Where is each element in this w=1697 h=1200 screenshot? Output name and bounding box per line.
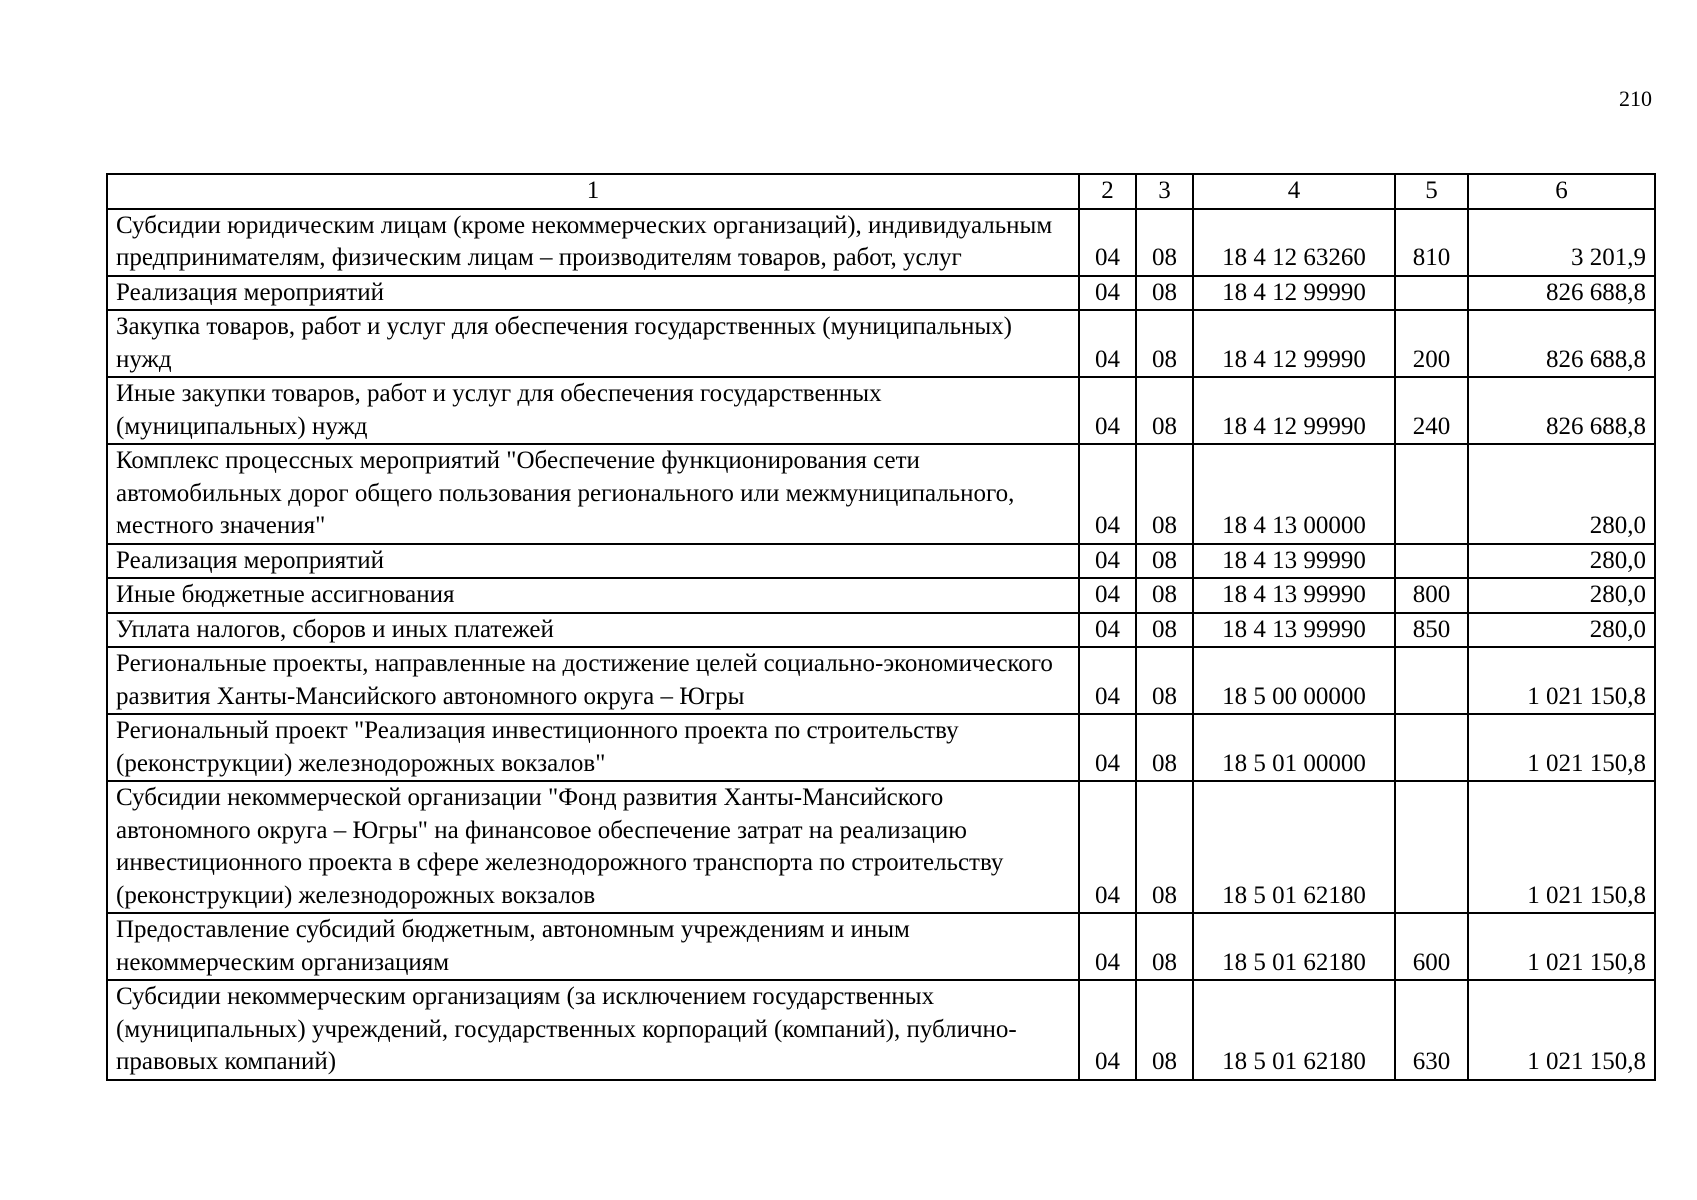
row-section-cell: 04 (1079, 913, 1136, 980)
budget-table (106, 173, 1656, 1081)
table-row (107, 276, 1655, 311)
column-header: 1 (107, 174, 1079, 209)
row-subsection-cell: 08 (1136, 444, 1193, 544)
row-group-cell: 200 (1395, 310, 1468, 377)
row-code-cell: 18 4 13 99990 (1193, 613, 1395, 648)
row-code-cell: 18 5 01 62180 (1193, 980, 1395, 1080)
row-group-cell: 850 (1395, 613, 1468, 648)
row-name-cell: Иные закупки товаров, работ и услуг для обеспечения государственных (муниципальных) нужд (107, 377, 1079, 444)
row-sum-cell: 1 021 150,8 (1468, 647, 1655, 714)
row-group-cell: 240 (1395, 377, 1468, 444)
row-group-cell: 800 (1395, 578, 1468, 613)
row-subsection-cell: 08 (1136, 209, 1193, 276)
table-row (107, 377, 1655, 444)
row-sum-cell: 1 021 150,8 (1468, 913, 1655, 980)
row-name-cell: Реализация мероприятий (107, 276, 1079, 311)
row-name-cell: Уплата налогов, сборов и иных платежей (107, 613, 1079, 648)
row-section-cell: 04 (1079, 647, 1136, 714)
row-subsection-cell: 08 (1136, 310, 1193, 377)
row-subsection-cell: 08 (1136, 544, 1193, 579)
column-header: 6 (1468, 174, 1655, 209)
row-group-cell (1395, 276, 1468, 311)
row-subsection-cell: 08 (1136, 781, 1193, 913)
row-subsection-cell: 08 (1136, 613, 1193, 648)
row-code-cell: 18 4 12 99990 (1193, 310, 1395, 377)
row-section-cell: 04 (1079, 444, 1136, 544)
row-code-cell: 18 4 13 00000 (1193, 444, 1395, 544)
column-header: 3 (1136, 174, 1193, 209)
row-sum-cell: 1 021 150,8 (1468, 714, 1655, 781)
table-row (107, 444, 1655, 544)
table-row (107, 913, 1655, 980)
row-sum-cell: 826 688,8 (1468, 276, 1655, 311)
row-name-cell: Реализация мероприятий (107, 544, 1079, 579)
row-code-cell: 18 4 13 99990 (1193, 544, 1395, 579)
row-subsection-cell: 08 (1136, 377, 1193, 444)
row-name-cell: Предоставление субсидий бюджетным, автономным учреждениям и иным некоммерческим организациям (107, 913, 1079, 980)
row-section-cell: 04 (1079, 980, 1136, 1080)
row-group-cell (1395, 781, 1468, 913)
table-row (107, 714, 1655, 781)
row-sum-cell: 280,0 (1468, 444, 1655, 544)
row-subsection-cell: 08 (1136, 647, 1193, 714)
row-code-cell: 18 4 12 99990 (1193, 377, 1395, 444)
row-group-cell (1395, 647, 1468, 714)
table-row (107, 544, 1655, 579)
row-name-cell: Региональный проект "Реализация инвестиционного проекта по строительству (реконструкции) железнодорожных вокзалов" (107, 714, 1079, 781)
row-section-cell: 04 (1079, 578, 1136, 613)
row-sum-cell: 280,0 (1468, 544, 1655, 579)
column-header: 4 (1193, 174, 1395, 209)
row-group-cell: 810 (1395, 209, 1468, 276)
row-subsection-cell: 08 (1136, 913, 1193, 980)
row-section-cell: 04 (1079, 714, 1136, 781)
row-sum-cell: 826 688,8 (1468, 377, 1655, 444)
row-code-cell: 18 5 01 62180 (1193, 913, 1395, 980)
row-sum-cell: 1 021 150,8 (1468, 781, 1655, 913)
row-name-cell: Закупка товаров, работ и услуг для обеспечения государственных (муниципальных) нужд (107, 310, 1079, 377)
page-number: 210 (1619, 86, 1652, 111)
row-name-cell: Субсидии юридическим лицам (кроме некоммерческих организаций), индивидуальным предпринимателям, физическим лицам – производителям товаров, работ, услуг (107, 209, 1079, 276)
row-section-cell: 04 (1079, 276, 1136, 311)
row-name-cell: Субсидии некоммерческой организации "Фонд развития Ханты-Мансийского автономного округа – Югры" на финансовое обеспечение затрат на реализацию инвестиционного проекта в сфере железнодорожного транспорта по строительству (реконструкции) железнодорожных вокзалов (107, 781, 1079, 913)
row-section-cell: 04 (1079, 209, 1136, 276)
row-name-cell: Региональные проекты, направленные на достижение целей социально-экономического развития Ханты-Мансийского автономного округа – Югры (107, 647, 1079, 714)
row-name-cell: Комплекс процессных мероприятий "Обеспечение функционирования сети автомобильных дорог общего пользования регионального или межмуниципального, местного значения" (107, 444, 1079, 544)
row-sum-cell: 1 021 150,8 (1468, 980, 1655, 1080)
row-subsection-cell: 08 (1136, 578, 1193, 613)
row-group-cell: 630 (1395, 980, 1468, 1080)
row-section-cell: 04 (1079, 613, 1136, 648)
row-group-cell: 600 (1395, 913, 1468, 980)
table-row (107, 578, 1655, 613)
row-subsection-cell: 08 (1136, 980, 1193, 1080)
row-code-cell: 18 4 12 63260 (1193, 209, 1395, 276)
row-section-cell: 04 (1079, 310, 1136, 377)
row-subsection-cell: 08 (1136, 714, 1193, 781)
table-row (107, 647, 1655, 714)
row-section-cell: 04 (1079, 544, 1136, 579)
row-code-cell: 18 5 01 62180 (1193, 781, 1395, 913)
row-section-cell: 04 (1079, 781, 1136, 913)
row-sum-cell: 280,0 (1468, 578, 1655, 613)
column-header: 2 (1079, 174, 1136, 209)
row-name-cell: Субсидии некоммерческим организациям (за исключением государственных (муниципальных) учреждений, государственных корпораций (компаний), публично-правовых компаний) (107, 980, 1079, 1080)
row-sum-cell: 3 201,9 (1468, 209, 1655, 276)
row-group-cell (1395, 444, 1468, 544)
row-code-cell: 18 5 01 00000 (1193, 714, 1395, 781)
row-sum-cell: 826 688,8 (1468, 310, 1655, 377)
row-group-cell (1395, 714, 1468, 781)
table-header-row (107, 174, 1655, 209)
row-name-cell: Иные бюджетные ассигнования (107, 578, 1079, 613)
row-subsection-cell: 08 (1136, 276, 1193, 311)
row-code-cell: 18 4 12 99990 (1193, 276, 1395, 311)
row-section-cell: 04 (1079, 377, 1136, 444)
table-row (107, 980, 1655, 1080)
row-sum-cell: 280,0 (1468, 613, 1655, 648)
table-row (107, 310, 1655, 377)
column-header: 5 (1395, 174, 1468, 209)
table-row (107, 209, 1655, 276)
table-row (107, 781, 1655, 913)
table-row (107, 613, 1655, 648)
row-code-cell: 18 4 13 99990 (1193, 578, 1395, 613)
row-group-cell (1395, 544, 1468, 579)
row-code-cell: 18 5 00 00000 (1193, 647, 1395, 714)
